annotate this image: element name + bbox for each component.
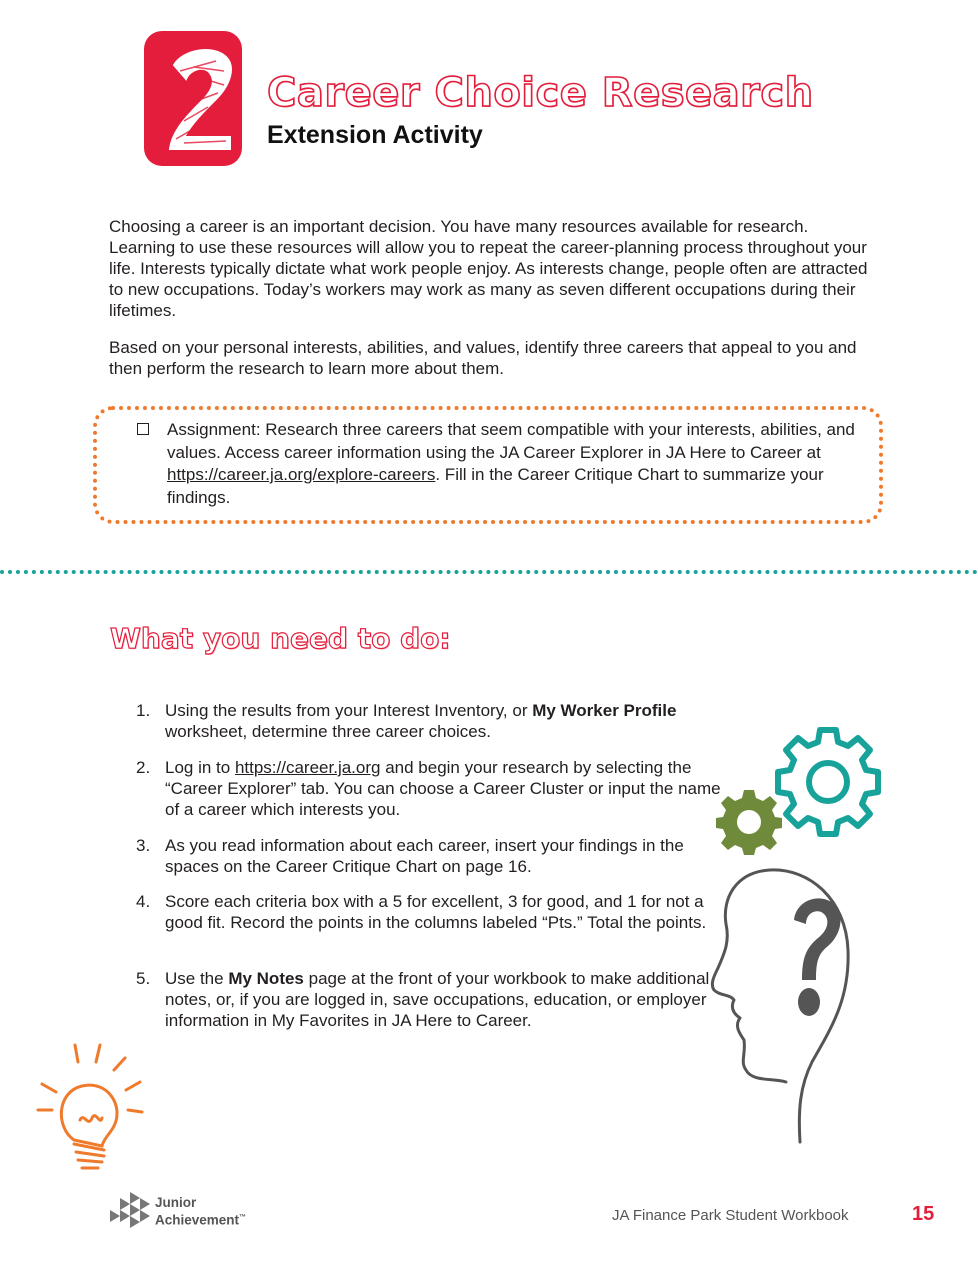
assignment-text: Assignment: Research three careers that seem compatible with your interests, abilities, and values. Access career information using the JA Career Explorer in JA Here to Career at https://career.ja.org/explore-careers. Fill in the Career Critique Chart to summarize your findings. bbox=[167, 420, 855, 507]
page-title: Career Choice Research bbox=[267, 70, 814, 116]
logo-wordmark: Junior Achievement™ bbox=[155, 1195, 247, 1228]
section-heading: What you need to do: bbox=[110, 622, 451, 655]
head-question-icon bbox=[700, 850, 880, 1150]
intro-paragraph-1: Choosing a career is an important decision. You have many resources available for research. Learning to use these resources will allow you to repeat the career-planning process throughout your life. Interests typically dictate what work people enjoy. As interests change, people often are attracted to new occupations. Today’s workers may work as many as seven different occupations during their lifetimes. bbox=[109, 217, 868, 320]
page-subtitle: Extension Activity bbox=[267, 121, 483, 149]
explore-careers-link[interactable]: https://career.ja.org/explore-careers bbox=[167, 465, 436, 484]
intro-paragraph-2: Based on your personal interests, abilities, and values, identify three careers that appeal to you and then perform the research to learn more about them. bbox=[109, 338, 857, 378]
assignment-checkbox[interactable] bbox=[137, 423, 149, 435]
lightbulb-icon bbox=[30, 1040, 150, 1175]
junior-achievement-logo bbox=[110, 1192, 152, 1232]
chapter-number-badge bbox=[144, 31, 242, 166]
page-number: 15 bbox=[912, 1203, 935, 1225]
career-ja-link[interactable]: https://career.ja.org bbox=[234, 758, 381, 777]
footer-workbook-title: JA Finance Park Student Workbook bbox=[612, 1207, 849, 1224]
gears-icon bbox=[714, 720, 884, 860]
section-divider bbox=[0, 570, 978, 574]
